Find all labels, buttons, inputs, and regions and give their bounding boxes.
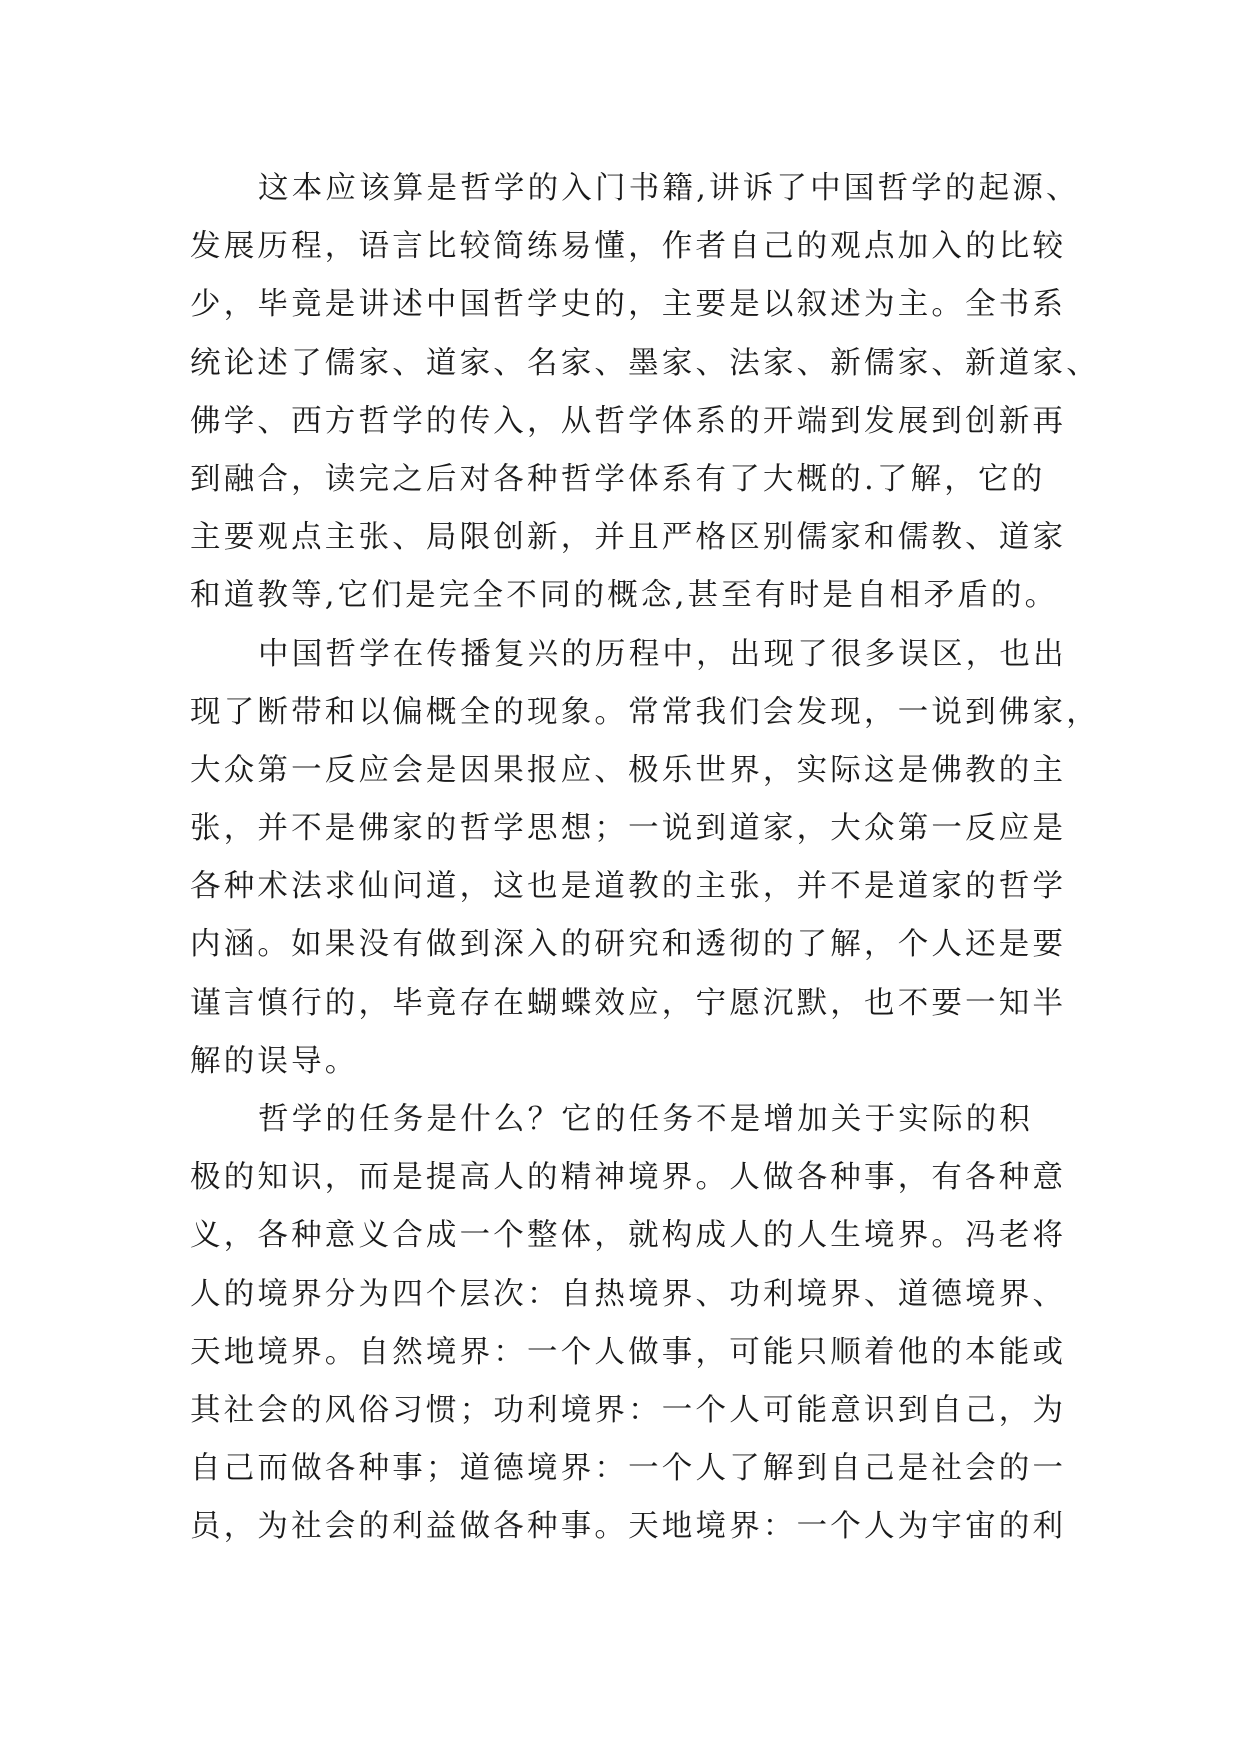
text-line: 大众第一反应会是因果报应、极乐世界，实际这是佛教的主 <box>190 752 1067 788</box>
text-line: 哲学的任务是什么？它的任务不是增加关于实际的积 <box>258 1102 1034 1137</box>
text-line: 现了断带和以偏概全的现象。常常我们会发现，一说到佛家， <box>190 694 1100 730</box>
text-line: 自己而做各种事；道德境界：一个人了解到自己是社会的一 <box>190 1451 1067 1487</box>
paragraph-3 <box>190 1091 1070 1557</box>
text-line: 谨言慎行的，毕竟存在蝴蝶效应，宁愿沉默，也不要一知半 <box>190 985 1067 1021</box>
text-line: 少，毕竟是讲述中国哲学史的，主要是以叙述为主。全书系 <box>190 287 1067 323</box>
text-line: 这本应该算是哲学的入门书籍,讲诉了中国哲学的起源、 <box>258 171 1080 206</box>
text-line: 佛学、西方哲学的传入，从哲学体系的开端到发展到创新再 <box>190 403 1067 439</box>
text-line: 极的知识，而是提高人的精神境界。人做各种事，有各种意 <box>190 1160 1067 1196</box>
text-line: 内涵。如果没有做到深入的研究和透彻的了解，个人还是要 <box>190 927 1067 963</box>
text-line: 解的误导。 <box>190 1043 359 1079</box>
paragraph-2 <box>190 626 1100 1092</box>
text-line: 员，为社会的利益做各种事。天地境界：一个人为宇宙的利 <box>190 1509 1067 1545</box>
text-line: 义，各种意义合成一个整体，就构成人的人生境界。冯老将 <box>190 1218 1067 1254</box>
text-line: 到融合，读完之后对各种哲学体系有了大概的.了解，它的 <box>190 461 1046 497</box>
text-line: 人的境界分为四个层次：自热境界、功利境界、道德境界、 <box>190 1276 1067 1312</box>
text-line: 天地境界。自然境界：一个人做事，可能只顺着他的本能或 <box>190 1334 1067 1370</box>
text-line: 主要观点主张、局限创新，并且严格区别儒家和儒教、道家 <box>190 520 1067 556</box>
text-line: 其社会的风俗习惯；功利境界：一个人可能意识到自己，为 <box>190 1392 1067 1428</box>
text-line: 中国哲学在传播复兴的历程中，出现了很多误区，也出 <box>258 636 1067 672</box>
text-line: 张，并不是佛家的哲学思想；一说到道家，大众第一反应是 <box>190 811 1067 847</box>
text-line: 各种术法求仙问道，这也是道教的主张，并不是道家的哲学 <box>190 869 1067 905</box>
text-line: 和道教等,它们是完全不同的概念,甚至有时是自相矛盾的。 <box>190 578 1059 614</box>
body-text <box>190 160 1100 1557</box>
text-line: 统论述了儒家、道家、名家、墨家、法家、新儒家、新道家、 <box>190 345 1100 381</box>
paragraph-1 <box>190 160 1100 626</box>
text-line: 发展历程，语言比较简练易懂，作者自己的观点加入的比较 <box>190 229 1067 265</box>
